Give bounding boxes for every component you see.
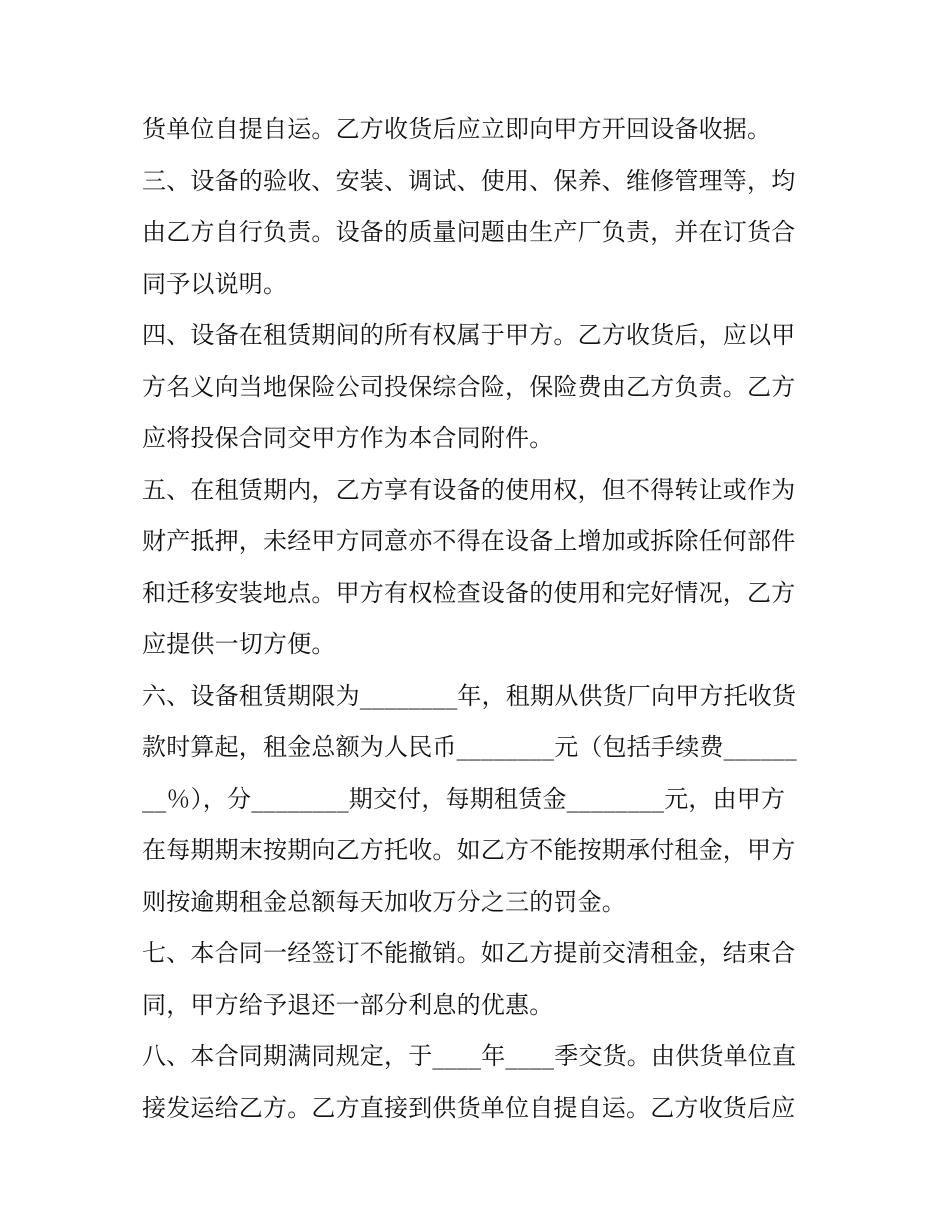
- text-line: 同予以说明。: [142, 269, 288, 298]
- text-line: 五、在租赁期内，乙方享有设备的使用权，但不得转让或作为: [142, 475, 796, 504]
- text-line: 财产抵押，未经甲方同意亦不得在设备上增加或拆除任何部件: [142, 527, 796, 555]
- text-line: 款时算起，租金总额为人民币________元（包括手续费______: [142, 733, 797, 761]
- text-line: __％），分________期交付，每期租赁金________元，由甲方: [142, 784, 786, 813]
- text-line: 方名义向当地保险公司投保综合险，保险费由乙方负责。乙方: [142, 372, 796, 401]
- contract-text-body: [142, 104, 822, 1134]
- text-line: 同，甲方给予退还一部分利息的优惠。: [142, 990, 554, 1019]
- text-line: 四、设备在租赁期间的所有权属于甲方。乙方收货后，应以甲: [142, 321, 796, 349]
- text-line: 和迁移安装地点。甲方有权检查设备的使用和完好情况，乙方: [142, 578, 796, 607]
- text-line: 七、本合同一经签订不能撤销。如乙方提前交清租金，结束合: [142, 939, 796, 967]
- text-line: 则按逾期租金总额每天加收万分之三的罚金。: [142, 887, 626, 916]
- text-line: 八、本合同期满同规定，于____年____季交货。由供货单位直: [142, 1042, 797, 1070]
- text-line: 接发运给乙方。乙方直接到供货单位自提自运。乙方收货后应: [142, 1093, 796, 1122]
- text-line: 在每期期末按期向乙方托收。如乙方不能按期承付租金，甲方: [142, 836, 796, 864]
- text-line: 六、设备租赁期限为________年，租期从供货厂向甲方托收货: [142, 681, 797, 710]
- text-line: 应提供一切方便。: [142, 630, 336, 658]
- text-line: 由乙方自行负责。设备的质量问题由生产厂负责，并在订货合: [142, 218, 796, 246]
- text-line: 货单位自提自运。乙方收货后应立即向甲方开回设备收据。: [142, 115, 772, 143]
- text-line: 三、设备的验收、安装、调试、使用、保养、维修管理等，均: [142, 166, 796, 195]
- text-line: 应将投保合同交甲方作为本合同附件。: [142, 424, 554, 452]
